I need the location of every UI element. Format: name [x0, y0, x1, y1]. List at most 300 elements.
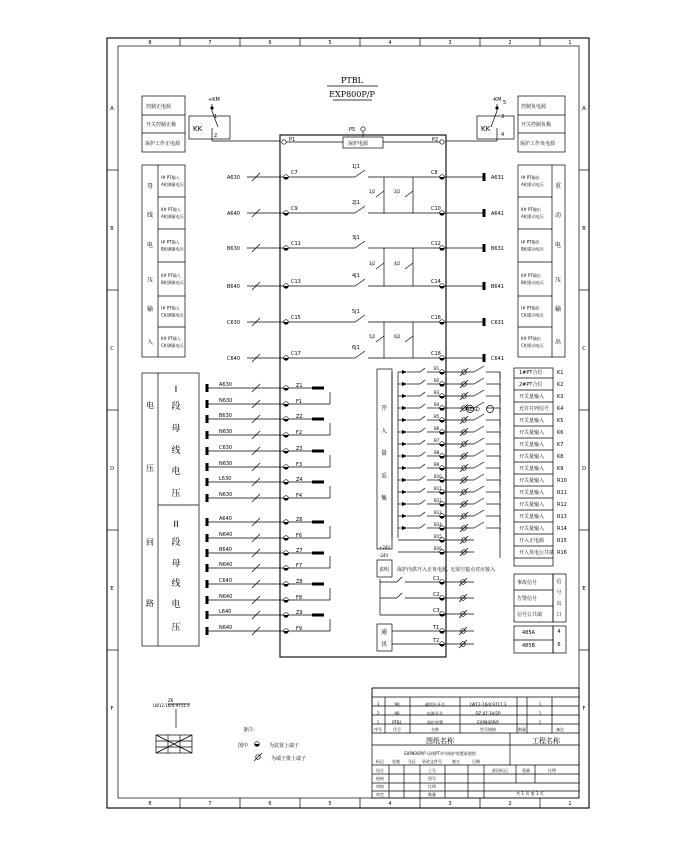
svg-text:3: 3 — [501, 114, 505, 120]
voltage-wire: N630 — [219, 398, 233, 404]
mid-col: 图号 — [428, 776, 436, 781]
frame-right-mark: D — [582, 466, 586, 472]
frame-bottom-mark: 7 — [208, 801, 212, 807]
input-code: K6 — [557, 430, 564, 436]
pt-input-side-char: 母 — [146, 183, 154, 190]
input-label: 开关量输入 — [519, 466, 545, 472]
right-col: 阶段标记 — [492, 768, 508, 773]
voltage-side-char: 路 — [146, 599, 154, 608]
svg-text:1: 1 — [214, 114, 218, 120]
input-vertical-char: 采 — [380, 473, 388, 480]
pt-input-side-char: 输 — [146, 306, 154, 313]
pt-row — [227, 309, 504, 326]
input-row — [398, 438, 563, 450]
legend-title: 备注: — [243, 727, 255, 733]
input-label: 开关量输入 — [519, 430, 545, 436]
comm-terminal: T1 — [433, 625, 440, 631]
frame-bottom-mark: 5 — [328, 801, 332, 807]
frame-right-mark: C — [582, 346, 586, 352]
voltage-row — [207, 609, 324, 619]
pt-input-box-line: I# PT输入 — [161, 239, 180, 245]
pt-input-side-char: 入 — [146, 339, 154, 346]
pt-aux-label: 1J2 — [369, 189, 376, 194]
input-row — [398, 474, 567, 486]
input-terminal: B9 — [434, 462, 440, 467]
frame-bottom-mark: 2 — [508, 801, 512, 807]
signal-row — [380, 592, 537, 602]
pt-aux-label: 6J2 — [394, 334, 401, 339]
frame-left-mark: D — [110, 466, 114, 472]
input-row — [398, 486, 567, 498]
pt-relay: 2J1 — [352, 200, 360, 206]
power-supply-section — [142, 96, 565, 152]
parts-list-cell: 避雷针开关 — [425, 702, 445, 707]
frame-bottom-mark: 4 — [388, 801, 392, 807]
voltage-terminal: F2 — [296, 430, 303, 436]
voltage-wire: B640 — [219, 547, 232, 553]
input-vertical-text — [381, 404, 387, 502]
parts-list-header: 型号规格 — [480, 727, 496, 732]
voltage-group2-char: II — [173, 520, 179, 530]
parts-list-cell: 电源开关 — [427, 711, 443, 716]
comm-num: 4 — [557, 629, 561, 635]
pt-wire-in: C640 — [227, 356, 241, 362]
frame-marks — [107, 38, 589, 808]
input-label: 开关量输入 — [519, 418, 545, 424]
voltage-terminal: Z6 — [296, 517, 303, 523]
pt-terminal-out: C16 — [431, 315, 441, 321]
voltage-wire: N630 — [219, 429, 233, 435]
right-col: 重量 — [522, 768, 530, 773]
frame-top-mark: 4 — [388, 40, 392, 46]
input-terminal: B2 — [434, 378, 440, 383]
voltage-group2-char: 压 — [171, 623, 181, 633]
frame-left-mark: F — [110, 706, 114, 712]
pt-relay: 5J1 — [352, 309, 360, 315]
pt-row — [227, 235, 504, 252]
parts-list-cell: EXP800P/P — [477, 720, 499, 725]
sign-row: 审核 — [376, 784, 384, 789]
voltage-terminal: Z7 — [296, 548, 303, 554]
voltage-wire: N630 — [219, 461, 233, 467]
voltage-wire: N640 — [219, 562, 233, 568]
voltage-group1-char: I — [174, 385, 178, 395]
input-code: K4 — [557, 406, 564, 412]
input-terminal: B10 — [434, 474, 442, 479]
voltage-terminal: F4 — [296, 493, 303, 499]
pt-row — [227, 273, 504, 290]
input-row — [398, 522, 567, 534]
pt-output-box-line: B相重动电压 — [521, 246, 544, 252]
voltage-group1-char: 段 — [171, 402, 181, 412]
voltage-rows — [207, 382, 330, 635]
comm-channel: 485A — [522, 630, 535, 636]
input-code: K5 — [557, 418, 564, 424]
pt-row — [227, 200, 504, 217]
voltage-wire: L640 — [219, 609, 232, 615]
pt-relay: 4J1 — [352, 273, 360, 279]
left-breaker-label: +KM — [208, 97, 220, 103]
input-label: 开关量输入 — [519, 454, 545, 460]
interlock-mark — [466, 406, 494, 414]
voltage-terminal: F6 — [296, 533, 303, 539]
input-label: 开关量输入 — [519, 490, 545, 496]
input-row — [398, 414, 563, 426]
pt-output-box-line: II# PT输出 — [521, 273, 541, 278]
input-row — [398, 378, 563, 390]
pt-input-box-line: B相测量电压 — [161, 246, 184, 252]
voltage-row — [207, 413, 324, 423]
input-label: 开入正电源 — [519, 538, 545, 544]
input-code: R15 — [557, 538, 567, 544]
pt-input-box-line: A相测量电压 — [161, 214, 184, 219]
svg-text:Z6: Z6 — [168, 698, 174, 703]
voltage-row — [207, 445, 324, 455]
comm-label-char: 讯 — [380, 641, 388, 648]
input-code: K9 — [557, 466, 564, 472]
input-label: 开入负电公共端 — [519, 550, 555, 556]
voltage-row — [207, 398, 330, 408]
input-label: 开关量输入 — [519, 526, 545, 532]
title-model: PTBL — [341, 76, 363, 85]
voltage-row — [207, 625, 330, 635]
sign-header: 处数 — [392, 759, 400, 764]
voltage-group1-char: 电 — [171, 467, 181, 477]
pt-aux-label: 5J2 — [369, 334, 376, 339]
voltage-row — [207, 516, 324, 526]
comm-num: 6 — [557, 642, 561, 648]
frame-right-mark: B — [582, 226, 586, 232]
pt-relay: 1J1 — [352, 164, 360, 170]
parts-list-cell: 90 — [394, 702, 400, 707]
project-name-label: 工程名称 — [532, 737, 560, 745]
voltage-terminal: F1 — [296, 399, 303, 405]
voltage-wire: C630 — [219, 445, 233, 451]
frame-right-mark: A — [582, 106, 586, 112]
input-code: R14 — [557, 526, 567, 532]
pt-output-box-line: C相重动电压 — [521, 343, 544, 348]
sheet-number: 共 1 页 第 1 页 — [516, 791, 544, 796]
parts-list-cell: 1 — [376, 720, 380, 725]
comm-label-char: 通 — [380, 629, 388, 636]
pt-output-box-line: C相重动电压 — [521, 312, 544, 318]
input-terminal: B5 — [434, 414, 440, 419]
input-row — [398, 510, 567, 522]
pt-terminal-in: C9 — [291, 206, 298, 212]
signal-vertical-char: 号 — [556, 590, 562, 596]
pt-output-side-char: 动 — [554, 212, 562, 219]
signal-terminal: C1 — [433, 576, 440, 582]
pt-input-box-line: II# PT输入 — [161, 336, 181, 341]
voltage-wire: N630 — [219, 492, 233, 498]
voltage-wire: B630 — [219, 413, 232, 419]
right-breaker-label: -KM — [492, 97, 502, 103]
pt-input-box-line: C相测量电压 — [161, 312, 184, 318]
signal-row — [433, 608, 542, 618]
input-code: R13 — [557, 514, 567, 520]
parts-list-header: 数量 — [518, 727, 526, 732]
inner-frame — [118, 46, 579, 798]
pt-output-side-char: 压 — [554, 277, 562, 284]
pt-aux-label: 3J2 — [369, 261, 376, 266]
voltage-terminal: Z4 — [296, 477, 303, 483]
input-label: 2#PT合位 — [519, 382, 543, 388]
voltage-group2-char: 线 — [171, 579, 181, 589]
signal-terminal: C3 — [433, 608, 440, 614]
parts-list-cell: 1 — [538, 711, 542, 716]
parts-list-cell: 保护装置 — [427, 720, 443, 725]
signal-rows — [380, 576, 562, 649]
left-power-label: 开关控制正极 — [146, 122, 177, 128]
input-vertical-char: 量 — [380, 450, 388, 457]
pt-relay: 3J1 — [352, 235, 360, 241]
pt-input-box-line: I# PT输入 — [161, 175, 180, 180]
input-label: 开关量输入 — [519, 478, 545, 484]
voltage-group2-char: 母 — [171, 559, 181, 569]
terminal-p5: P5 — [349, 127, 356, 133]
frame-top-mark: 3 — [448, 40, 452, 46]
input-terminal: B7 — [434, 438, 440, 443]
voltage-terminal: F7 — [296, 563, 303, 569]
input-code: K8 — [557, 454, 564, 460]
input-rows — [398, 366, 567, 558]
input-row — [398, 402, 563, 414]
svg-text:4: 4 — [501, 132, 505, 138]
parts-list-header: 代号 — [393, 727, 401, 732]
frame-bottom-mark: 6 — [268, 801, 272, 807]
input-label: 开关量输入 — [519, 442, 545, 448]
pt-wire-out: B631 — [491, 246, 504, 252]
pt-input-side-char: 压 — [146, 277, 154, 284]
input-vertical-char: 入 — [380, 428, 388, 435]
pt-wire-out: A641 — [491, 211, 504, 217]
mid-col: 工号 — [428, 768, 436, 773]
pt-output-box-line: B相重动电压 — [521, 280, 544, 285]
voltage-row — [207, 429, 330, 439]
voltage-wire: A640 — [219, 516, 232, 522]
left-power-label: 保护工作正电源 — [145, 141, 181, 147]
sign-header: 分区 — [408, 759, 416, 764]
voltage-side-char: 回 — [146, 538, 154, 547]
supply-minus-label: -24V — [379, 553, 389, 558]
pt-output-box-line: I# PT输出 — [521, 239, 540, 245]
voltage-terminal: F3 — [296, 462, 303, 468]
pt-input-box-line: I# PT输入 — [161, 305, 180, 311]
input-terminal: B6 — [434, 426, 440, 431]
sign-header: 更改文件号 — [422, 759, 442, 764]
pt-output-side-label — [518, 165, 565, 357]
voltage-group2-char: 段 — [171, 538, 181, 548]
title-product: EXP800P/P — [329, 90, 375, 99]
input-terminal: B16 — [434, 546, 442, 551]
pt-aux-contacts — [369, 248, 413, 286]
voltage-row — [207, 594, 330, 604]
pt-terminal-out: C12 — [431, 241, 441, 247]
voltage-row — [207, 461, 330, 471]
input-row — [398, 534, 567, 546]
pt-terminal-in: C7 — [291, 170, 298, 176]
voltage-terminal: Z3 — [296, 446, 303, 452]
legend-prefix: 图中 — [238, 743, 249, 749]
voltage-terminal: Z9 — [296, 610, 303, 616]
pt-input-box-line: II# PT输入 — [161, 273, 181, 278]
voltage-row — [207, 562, 330, 572]
pt-wire-in: A640 — [227, 211, 240, 217]
left-power-label: 控制正电源 — [146, 104, 172, 110]
sign-row: 审定 — [376, 792, 384, 797]
voltage-wire: L630 — [219, 476, 232, 482]
input-terminal: B11 — [434, 486, 442, 491]
voltage-wire: A630 — [219, 382, 232, 388]
input-row — [398, 450, 563, 462]
signal-vertical-char: 信 — [556, 579, 562, 585]
pt-aux-contacts — [369, 177, 413, 213]
pt-output-side-char: 出 — [554, 339, 562, 346]
input-code: R16 — [557, 550, 567, 556]
right-kk-label: KK — [481, 125, 491, 133]
input-terminal: B13 — [434, 510, 442, 515]
voltage-row — [207, 532, 330, 542]
input-terminal: B3 — [434, 390, 440, 395]
parts-list-header: 备注 — [556, 727, 564, 732]
input-label: 开关量输入 — [519, 394, 545, 400]
mid-col: 比例 — [428, 784, 436, 789]
pt-output-box-line: I# PT输出 — [521, 305, 540, 311]
voltage-row — [207, 578, 324, 588]
pt-wire-out: C631 — [491, 320, 505, 326]
input-terminal: B4 — [434, 402, 440, 407]
parts-list-cell: DZ 47 3A/2P — [475, 711, 501, 716]
pt-input-box-line: C相测量电压 — [161, 343, 184, 348]
drawing-name: EXP800P/P 母线PT并列保护装置原理图 — [404, 751, 476, 756]
input-code: K2 — [557, 382, 564, 388]
pt-wire-in: C630 — [227, 320, 241, 326]
pt-wire-out: C641 — [491, 356, 505, 362]
voltage-terminal: F8 — [296, 595, 303, 601]
signal-label: 告警信号 — [517, 596, 538, 602]
frame-right-mark: E — [582, 586, 586, 592]
voltage-group1-char: 线 — [171, 446, 181, 456]
input-terminal: B8 — [434, 450, 440, 455]
input-row — [398, 462, 563, 474]
pt-wire-in: A630 — [227, 175, 240, 181]
input-label: 允许并列信号 — [519, 406, 550, 412]
voltage-side-char: 压 — [146, 464, 154, 473]
input-terminal: B12 — [434, 498, 442, 503]
pt-relay: 6J1 — [352, 345, 360, 351]
pt-aux-label: 4J2 — [394, 261, 401, 266]
left-kk-label: KK — [193, 125, 203, 133]
pt-terminal-out: C14 — [431, 279, 441, 285]
frame-top-mark: 8 — [148, 40, 152, 46]
input-row — [398, 426, 563, 438]
comm-channel: 485B — [522, 643, 535, 649]
input-terminal: B15 — [434, 534, 442, 539]
power-box-label: 保护电源 — [348, 141, 369, 147]
voltage-wire: C640 — [219, 578, 233, 584]
input-vertical-char: 集 — [380, 495, 388, 502]
outer-frame — [107, 38, 589, 808]
svg-text:5: 5 — [503, 100, 507, 106]
pt-input-side-char: 线 — [146, 212, 154, 219]
voltage-wire: N640 — [219, 594, 233, 600]
input-row — [398, 546, 567, 558]
input-code: K7 — [557, 442, 564, 448]
voltage-row — [207, 382, 324, 392]
frame-top-mark: 1 — [568, 40, 572, 46]
sign-row: 校核 — [376, 776, 384, 781]
pt-terminal-in: C13 — [291, 279, 301, 285]
pt-wire-in: B630 — [227, 246, 240, 252]
title-block — [372, 688, 579, 798]
pt-terminal-out: C10 — [431, 206, 441, 212]
drawing-name-label: 图纸名称 — [426, 737, 454, 745]
input-terminal: B1 — [434, 366, 440, 371]
frame-left-mark: E — [110, 586, 114, 592]
voltage-group2-char: 电 — [171, 600, 181, 610]
voltage-terminal: Z2 — [296, 414, 303, 420]
input-code: K3 — [557, 394, 564, 400]
note-label: 说明 — [379, 567, 390, 573]
signal-vertical-char: 出 — [556, 601, 562, 607]
legend-item: 为装置上端子 — [269, 743, 300, 749]
frame-right-mark: F — [582, 706, 586, 712]
frame-top-mark: 2 — [508, 40, 512, 46]
pt-wire-out: B641 — [491, 284, 504, 290]
voltage-terminal: Z8 — [296, 579, 303, 585]
input-label: 开关量输入 — [519, 502, 545, 508]
frame-bottom-mark: 3 — [448, 801, 452, 807]
pt-output-box-line: II# PT输出 — [521, 207, 541, 212]
pt-terminal-out: C18 — [431, 351, 441, 357]
pt-row — [227, 345, 504, 362]
frame-top-mark: 5 — [328, 40, 332, 46]
parts-list-cell: 1 — [538, 720, 542, 725]
right-power-label: 开关控制负极 — [521, 122, 552, 128]
signal-terminal: C2 — [433, 592, 440, 598]
voltage-group1-char: 母 — [171, 424, 181, 434]
parts-list-cell: PTBL — [392, 720, 402, 725]
right-power-label: 控制负电源 — [521, 104, 547, 110]
mid-col: 数量 — [428, 792, 436, 797]
pt-terminal-out: C8 — [431, 170, 438, 176]
pt-input-side-label — [142, 165, 185, 357]
frame-left-mark: C — [110, 346, 114, 352]
sign-header: 签名 — [452, 759, 460, 764]
pt-input-box-line: A相测量电压 — [161, 182, 184, 187]
legend-item: 为端子排上端子 — [271, 756, 307, 762]
comm-row — [392, 625, 561, 636]
input-vertical-char: 开 — [380, 405, 388, 412]
pt-wire-out: A631 — [491, 175, 504, 181]
voltage-wire: N640 — [219, 625, 233, 631]
input-code: K1 — [557, 370, 564, 376]
voltage-terminal: Z1 — [296, 383, 303, 389]
input-label: 1#PT合位 — [519, 370, 543, 376]
pt-output-side-char: 电 — [554, 242, 562, 249]
svg-text:LW12-16/4.9711.3: LW12-16/4.9711.3 — [153, 703, 190, 708]
interlock-mark-text: 4ZKD — [466, 407, 480, 413]
pt-aux-label: 2J2 — [394, 189, 401, 194]
input-label: 开关量输入 — [519, 514, 545, 520]
voltage-row — [207, 492, 330, 502]
pt-row — [227, 164, 504, 181]
pt-output-side-char: 重 — [554, 183, 562, 190]
svg-text:2: 2 — [214, 133, 218, 139]
frame-bottom-mark: 1 — [568, 801, 572, 807]
pt-terminal-in: C11 — [291, 241, 301, 247]
parts-list-cell: 2 — [376, 711, 380, 716]
